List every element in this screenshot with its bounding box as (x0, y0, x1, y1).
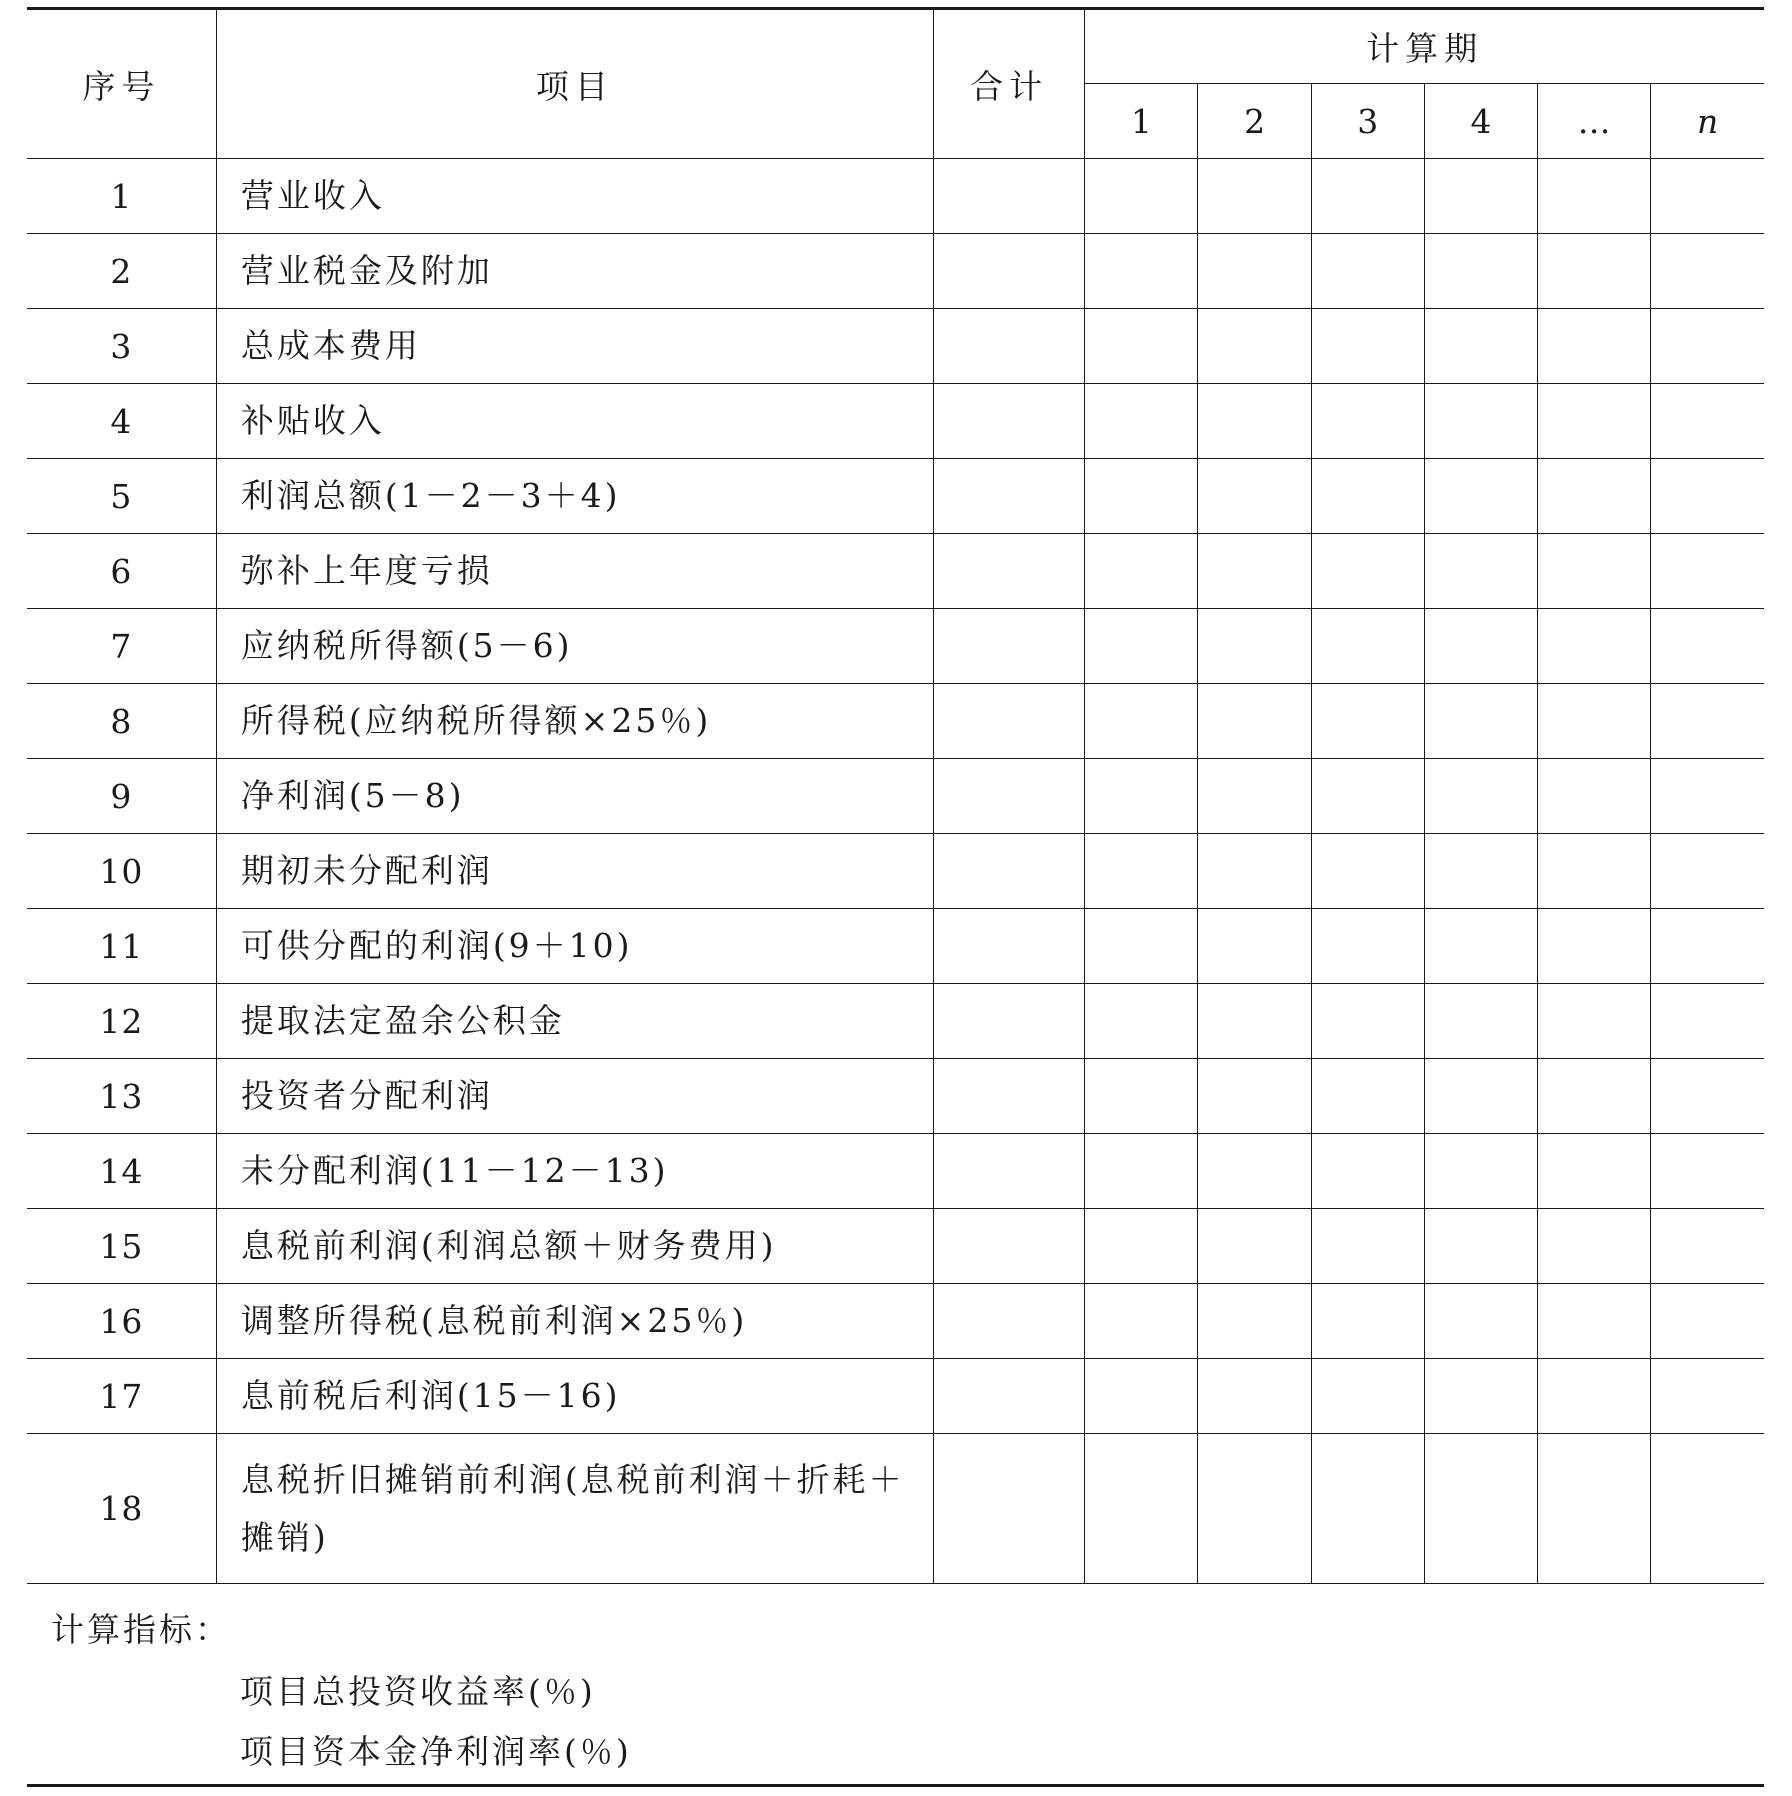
row-period-cell (1198, 384, 1311, 459)
row-number: 1 (27, 159, 216, 234)
row-period-cell (1085, 384, 1198, 459)
table-row (27, 1059, 1764, 1134)
row-period-cell (1311, 234, 1424, 309)
row-period-cell (1085, 909, 1198, 984)
row-period-cell (1538, 1434, 1651, 1584)
row-period-cell (1651, 609, 1764, 684)
header-period-3: 3 (1311, 84, 1424, 159)
row-period-cell (1085, 1059, 1198, 1134)
row-period-cell (1424, 1284, 1537, 1359)
row-item: 投资者分配利润 (216, 1059, 933, 1134)
row-total-cell (934, 1059, 1085, 1134)
row-number: 11 (27, 909, 216, 984)
row-total-cell (934, 759, 1085, 834)
row-number: 4 (27, 384, 216, 459)
row-period-cell (1311, 1134, 1424, 1209)
row-total-cell (934, 159, 1085, 234)
row-number: 13 (27, 1059, 216, 1134)
row-number: 10 (27, 834, 216, 909)
row-total-cell (934, 1359, 1085, 1434)
row-total-cell (934, 309, 1085, 384)
row-period-cell (1085, 1284, 1198, 1359)
header-total: 合计 (934, 9, 1085, 159)
row-period-cell (1085, 459, 1198, 534)
header-no: 序号 (27, 9, 216, 159)
row-period-cell (1311, 1209, 1424, 1284)
row-item: 所得税(应纳税所得额×25％) (216, 684, 933, 759)
row-period-cell (1424, 234, 1537, 309)
row-period-cell (1311, 909, 1424, 984)
row-number: 12 (27, 984, 216, 1059)
row-period-cell (1424, 1134, 1537, 1209)
row-period-cell (1538, 984, 1651, 1059)
header-period: 计算期 (1085, 9, 1764, 84)
row-period-cell (1424, 684, 1537, 759)
row-period-cell (1311, 159, 1424, 234)
row-period-cell (1198, 159, 1311, 234)
table-row (27, 384, 1764, 459)
row-number: 17 (27, 1359, 216, 1434)
row-total-cell (934, 534, 1085, 609)
row-period-cell (1198, 1284, 1311, 1359)
header-period-4: 4 (1424, 84, 1537, 159)
row-period-cell (1538, 534, 1651, 609)
row-number: 5 (27, 459, 216, 534)
row-period-cell (1198, 834, 1311, 909)
row-period-cell (1424, 459, 1537, 534)
row-period-cell (1198, 1059, 1311, 1134)
row-item: 可供分配的利润(9＋10) (216, 909, 933, 984)
table-row (27, 459, 1764, 534)
row-period-cell (1538, 1059, 1651, 1134)
row-number: 18 (27, 1434, 216, 1584)
row-period-cell (1311, 684, 1424, 759)
row-period-cell (1198, 234, 1311, 309)
table-row (27, 309, 1764, 384)
row-item: 提取法定盈余公积金 (216, 984, 933, 1059)
row-item: 应纳税所得额(5－6) (216, 609, 933, 684)
row-period-cell (1651, 159, 1764, 234)
row-item: 营业收入 (216, 159, 933, 234)
row-number: 2 (27, 234, 216, 309)
row-period-cell (1198, 1359, 1311, 1434)
row-period-cell (1424, 1209, 1537, 1284)
table-row (27, 1434, 1764, 1584)
row-period-cell (1085, 159, 1198, 234)
row-total-cell (934, 1209, 1085, 1284)
row-period-cell (1651, 834, 1764, 909)
row-period-cell (1651, 534, 1764, 609)
row-period-cell (1198, 609, 1311, 684)
row-total-cell (934, 1284, 1085, 1359)
row-item: 息税折旧摊销前利润(息税前利润＋折耗＋摊销) (216, 1434, 933, 1584)
row-period-cell (1085, 1434, 1198, 1584)
row-period-cell (1085, 609, 1198, 684)
row-item: 息前税后利润(15－16) (216, 1359, 933, 1434)
row-period-cell (1311, 834, 1424, 909)
header-period-2: 2 (1198, 84, 1311, 159)
row-period-cell (1085, 234, 1198, 309)
row-period-cell (1198, 1209, 1311, 1284)
table-row (27, 834, 1764, 909)
row-item: 营业税金及附加 (216, 234, 933, 309)
row-period-cell (1538, 459, 1651, 534)
row-total-cell (934, 909, 1085, 984)
indicators-heading: 计算指标： (51, 1610, 231, 1649)
row-period-cell (1424, 534, 1537, 609)
row-period-cell (1085, 1134, 1198, 1209)
row-period-cell (1085, 534, 1198, 609)
row-period-cell (1538, 309, 1651, 384)
row-period-cell (1424, 1434, 1537, 1584)
row-period-cell (1651, 909, 1764, 984)
row-total-cell (934, 984, 1085, 1059)
indicator-total-investment-return: 项目总投资收益率(％) (240, 1672, 596, 1711)
row-period-cell (1651, 234, 1764, 309)
row-period-cell (1538, 834, 1651, 909)
table-row (27, 234, 1764, 309)
header-item: 项目 (216, 9, 933, 159)
row-number: 9 (27, 759, 216, 834)
profit-distribution-table-wrapper (27, 7, 1764, 1584)
row-item: 净利润(5－8) (216, 759, 933, 834)
row-item: 调整所得税(息税前利润×25％) (216, 1284, 933, 1359)
row-period-cell (1424, 159, 1537, 234)
row-period-cell (1424, 1059, 1537, 1134)
row-period-cell (1085, 984, 1198, 1059)
table-row (27, 1284, 1764, 1359)
header-period-ellipsis: … (1538, 84, 1651, 159)
table-row (27, 759, 1764, 834)
calculation-indicators (27, 1596, 1764, 1787)
row-period-cell (1424, 309, 1537, 384)
row-number: 8 (27, 684, 216, 759)
table-row (27, 1359, 1764, 1434)
row-period-cell (1311, 1434, 1424, 1584)
row-item: 补贴收入 (216, 384, 933, 459)
row-number: 7 (27, 609, 216, 684)
row-period-cell (1311, 1359, 1424, 1434)
row-period-cell (1085, 1359, 1198, 1434)
row-period-cell (1651, 1134, 1764, 1209)
row-period-cell (1651, 1359, 1764, 1434)
row-period-cell (1085, 759, 1198, 834)
row-period-cell (1198, 534, 1311, 609)
indicator-equity-net-profit-rate: 项目资本金净利润率(％) (240, 1732, 632, 1771)
row-item: 弥补上年度亏损 (216, 534, 933, 609)
row-number: 3 (27, 309, 216, 384)
table-row (27, 609, 1764, 684)
row-item: 息税前利润(利润总额＋财务费用) (216, 1209, 933, 1284)
row-period-cell (1311, 1284, 1424, 1359)
row-item: 未分配利润(11－12－13) (216, 1134, 933, 1209)
row-period-cell (1538, 1284, 1651, 1359)
table-row (27, 1209, 1764, 1284)
row-period-cell (1085, 834, 1198, 909)
row-period-cell (1311, 459, 1424, 534)
row-period-cell (1538, 684, 1651, 759)
row-period-cell (1424, 609, 1537, 684)
row-period-cell (1198, 459, 1311, 534)
row-period-cell (1538, 1359, 1651, 1434)
row-period-cell (1198, 759, 1311, 834)
row-period-cell (1538, 1209, 1651, 1284)
row-period-cell (1651, 684, 1764, 759)
row-total-cell (934, 1434, 1085, 1584)
row-period-cell (1538, 759, 1651, 834)
table-row (27, 684, 1764, 759)
row-total-cell (934, 459, 1085, 534)
row-period-cell (1311, 609, 1424, 684)
row-period-cell (1311, 534, 1424, 609)
row-period-cell (1424, 834, 1537, 909)
row-period-cell (1311, 759, 1424, 834)
row-period-cell (1538, 1134, 1651, 1209)
header-period-1: 1 (1085, 84, 1198, 159)
row-period-cell (1085, 684, 1198, 759)
row-period-cell (1424, 384, 1537, 459)
row-period-cell (1085, 1209, 1198, 1284)
profit-distribution-table (27, 7, 1764, 1584)
row-period-cell (1198, 909, 1311, 984)
row-period-cell (1651, 384, 1764, 459)
row-number: 6 (27, 534, 216, 609)
row-period-cell (1198, 684, 1311, 759)
row-period-cell (1651, 1284, 1764, 1359)
row-number: 16 (27, 1284, 216, 1359)
row-period-cell (1424, 984, 1537, 1059)
row-total-cell (934, 834, 1085, 909)
row-period-cell (1651, 1059, 1764, 1134)
table-row (27, 984, 1764, 1059)
row-period-cell (1085, 309, 1198, 384)
row-period-cell (1198, 309, 1311, 384)
row-item: 利润总额(1－2－3＋4) (216, 459, 933, 534)
row-total-cell (934, 1134, 1085, 1209)
table-body (27, 159, 1764, 1584)
row-period-cell (1424, 759, 1537, 834)
table-row (27, 159, 1764, 234)
row-number: 15 (27, 1209, 216, 1284)
row-period-cell (1651, 309, 1764, 384)
table-row (27, 1134, 1764, 1209)
row-period-cell (1198, 1434, 1311, 1584)
row-period-cell (1651, 1434, 1764, 1584)
row-period-cell (1538, 159, 1651, 234)
row-period-cell (1651, 1209, 1764, 1284)
row-period-cell (1538, 609, 1651, 684)
row-total-cell (934, 384, 1085, 459)
row-period-cell (1311, 309, 1424, 384)
row-period-cell (1198, 1134, 1311, 1209)
row-period-cell (1424, 909, 1537, 984)
row-period-cell (1311, 984, 1424, 1059)
row-item: 期初未分配利润 (216, 834, 933, 909)
header-row-1 (27, 9, 1764, 84)
table-row (27, 534, 1764, 609)
row-number: 14 (27, 1134, 216, 1209)
header-period-n: n (1651, 84, 1764, 159)
row-period-cell (1311, 1059, 1424, 1134)
table-header (27, 9, 1764, 159)
row-period-cell (1538, 384, 1651, 459)
row-period-cell (1651, 984, 1764, 1059)
row-period-cell (1198, 984, 1311, 1059)
row-total-cell (934, 684, 1085, 759)
row-period-cell (1424, 1359, 1537, 1434)
row-item: 总成本费用 (216, 309, 933, 384)
row-period-cell (1538, 234, 1651, 309)
table-row (27, 909, 1764, 984)
row-period-cell (1311, 384, 1424, 459)
row-total-cell (934, 609, 1085, 684)
row-total-cell (934, 234, 1085, 309)
row-period-cell (1538, 909, 1651, 984)
row-period-cell (1651, 459, 1764, 534)
row-period-cell (1651, 759, 1764, 834)
